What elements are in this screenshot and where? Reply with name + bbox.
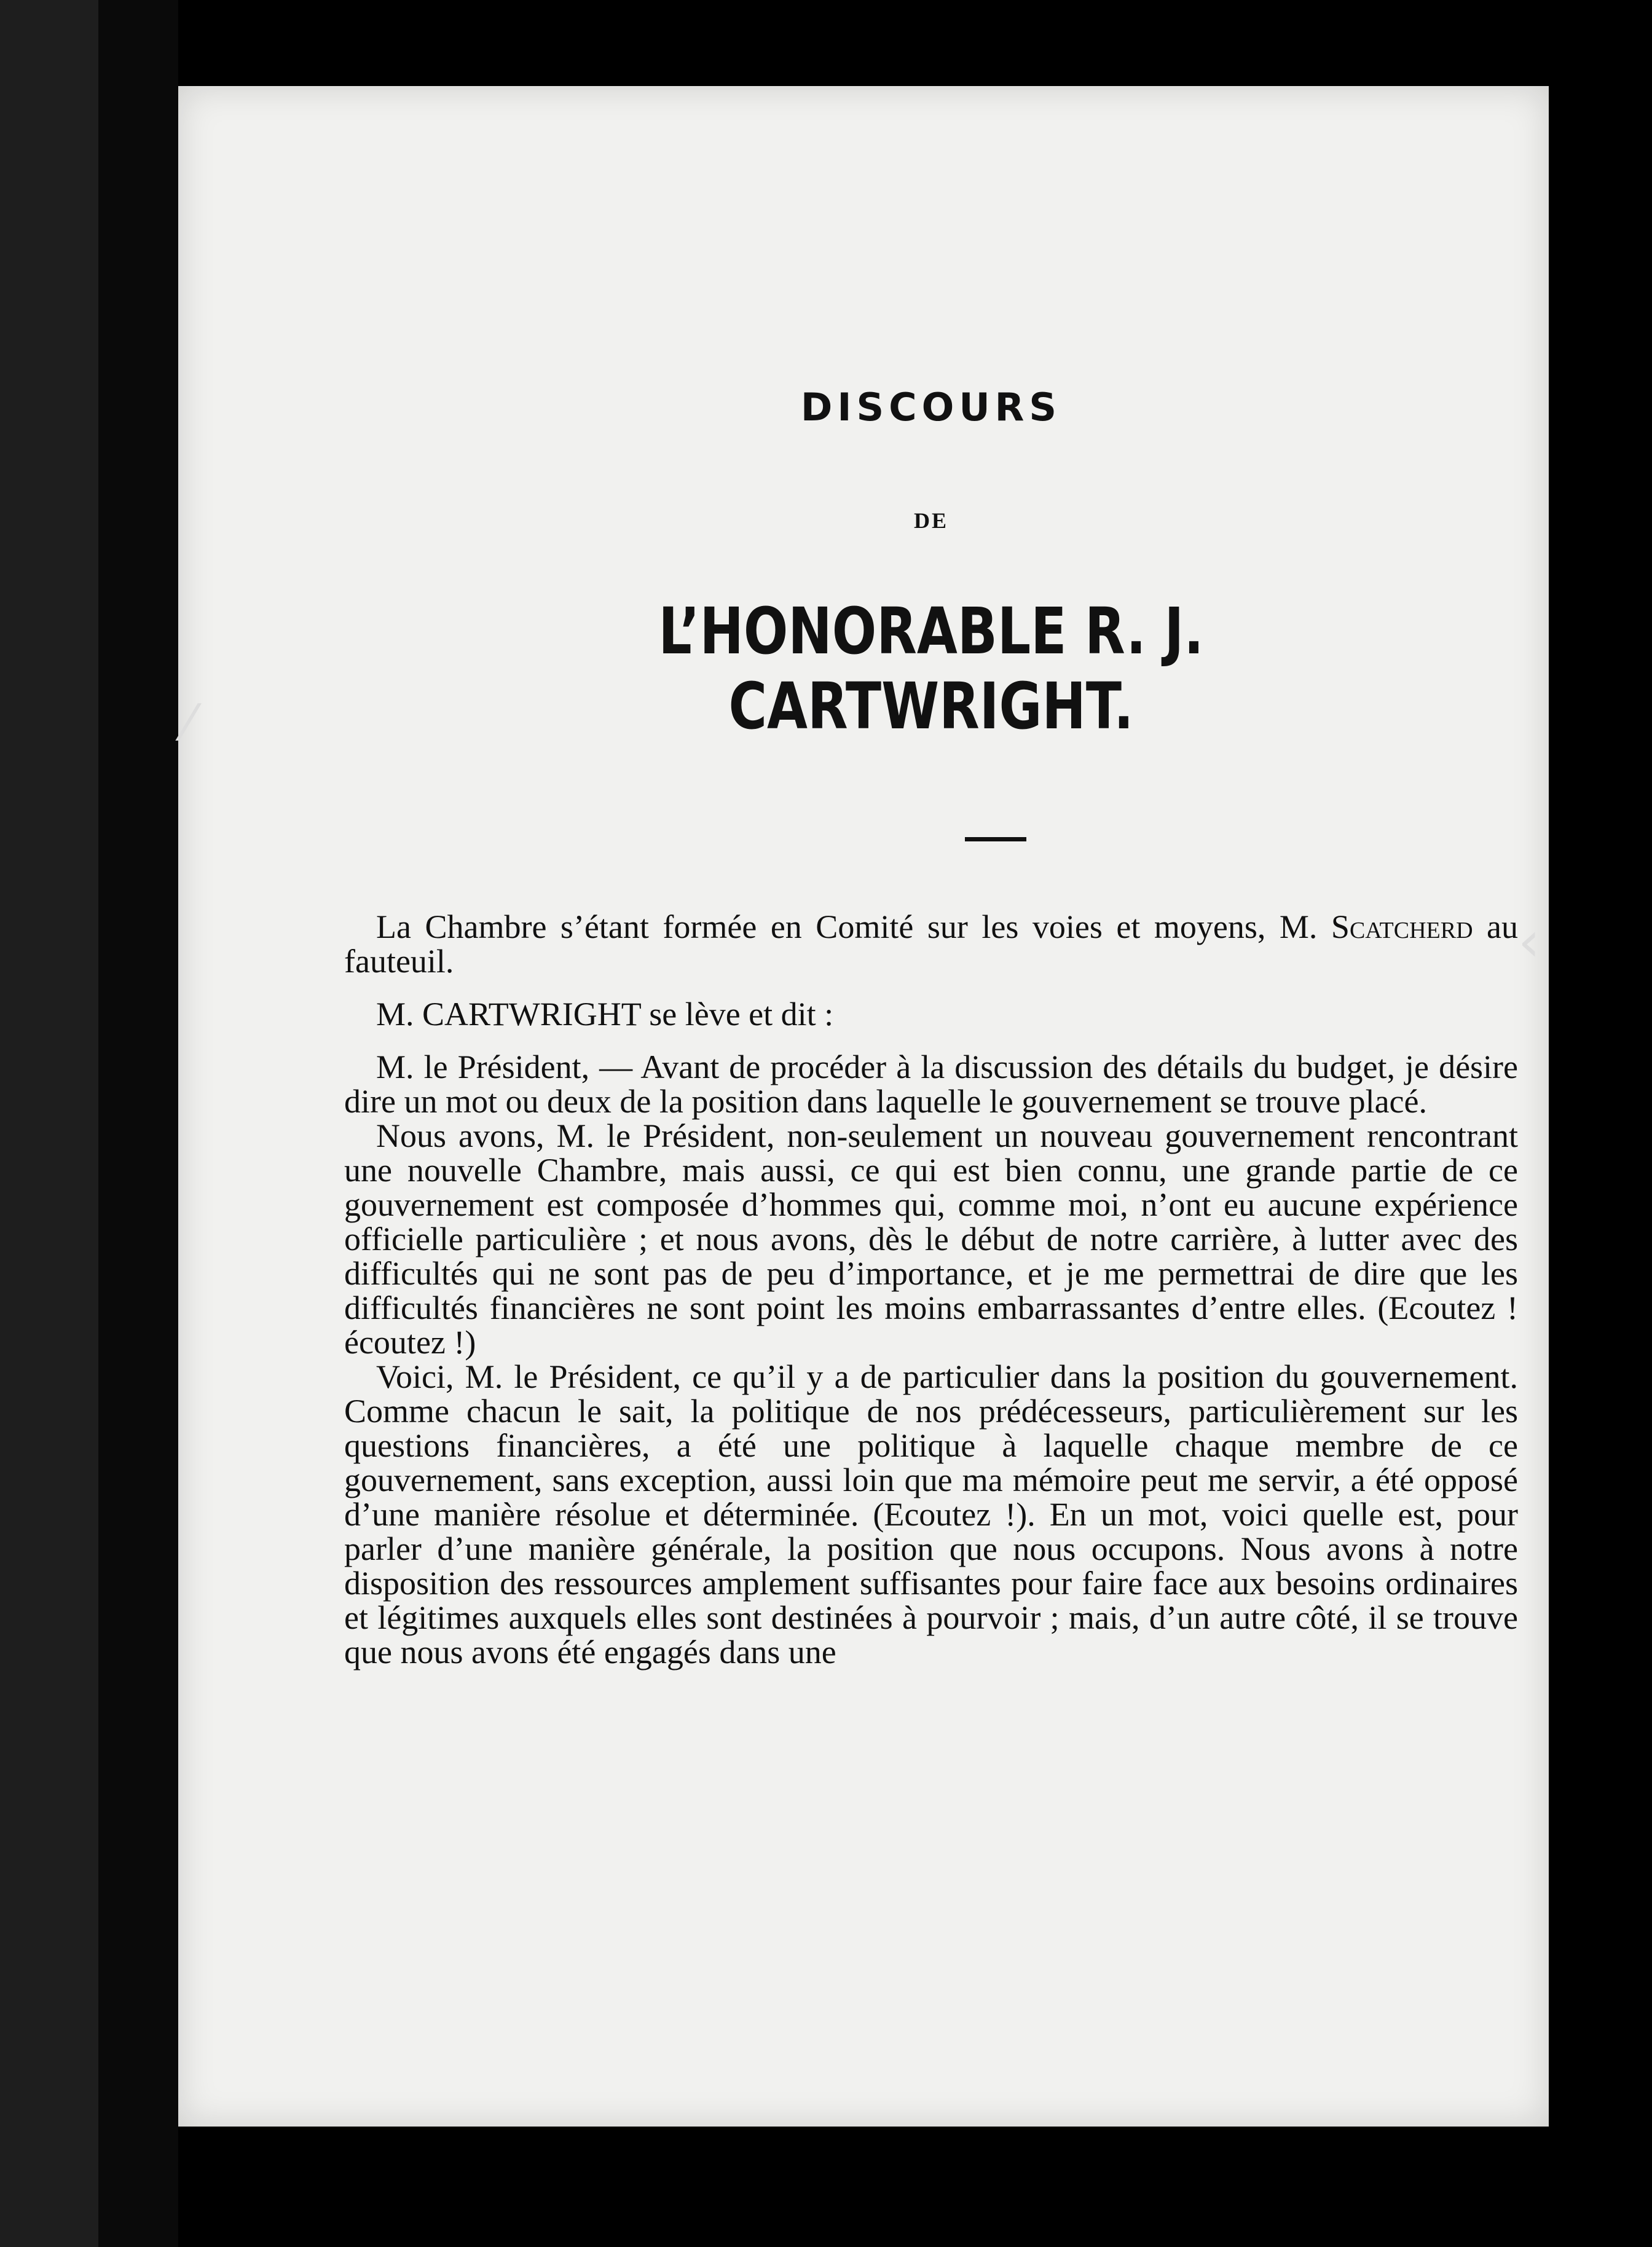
margin-speck: ⁄ [184, 695, 193, 752]
binding-edge [98, 0, 178, 2247]
speaker-name: L’HONORABLE R. J. CARTWRIGHT. [658, 594, 1204, 744]
title-divider [965, 837, 1026, 841]
binding-spine [0, 0, 98, 2247]
document-page [178, 86, 1549, 2127]
title-connector: DE [913, 508, 948, 533]
chair-name: Scatcherd [1331, 908, 1473, 945]
speech-paragraph: Voici, M. le Président, ce qu’il y a de particulier dans la position du gouvernement. Comme chacun le sait, la politique de nos prédécesseurs, particulièrement sur les questions financières, a été une politique à laquelle chaque membre de ce gouvernement, sans exception, aussi loin que ma mémoire peut me servir, a été opposé d’une manière résolue et déterminée. (Ecoutez !). En un mot, voici quelle est, pour parler d’une manière générale, la position que nous occupons. Nous avons à notre disposition des ressources amplement suffisantes pour faire face aux besoins ordinaires et légitimes auxquels elles sont destinées à pourvoir ; mais, d’un autre côté, il se trouve que nous avons été engagés dans une [344, 1358, 1518, 1670]
margin-speck: ‹ [1518, 910, 1540, 974]
speech-paragraph: Nous avons, M. le Président, non-seulement un nouveau gouvernement rencontrant une nouvelle Chambre, mais aussi, ce qui est bien connu, une grande partie de ce gouvernement est composée d’hommes qui, comme moi, n’ont eu aucune expérience officielle particulière ; et nous avons, dès le début de notre carrière, à lutter avec des difficultés qui ne sont pas de peu d’importance, et je me permettrai de dire que les difficultés financières ne sont point les moins embarrassantes d’entre elles. (Ecoutez ! écoutez !) [344, 1117, 1518, 1361]
speech-paragraph: M. le Président, — Avant de procéder à la discussion des détails du budget, je désire dire un mot ou deux de la position dans laquelle le gouvernement se trouve placé. [344, 1049, 1518, 1120]
speech-body [344, 910, 1518, 1669]
document-title: DISCOURS [800, 385, 1062, 430]
session-intro: La Chambre s’étant formée en Comité sur les voies et moyens, M. Scatcherd au fauteuil. [344, 908, 1519, 980]
speaker-line: M. CARTWRIGHT se lève et dit : [376, 996, 834, 1033]
